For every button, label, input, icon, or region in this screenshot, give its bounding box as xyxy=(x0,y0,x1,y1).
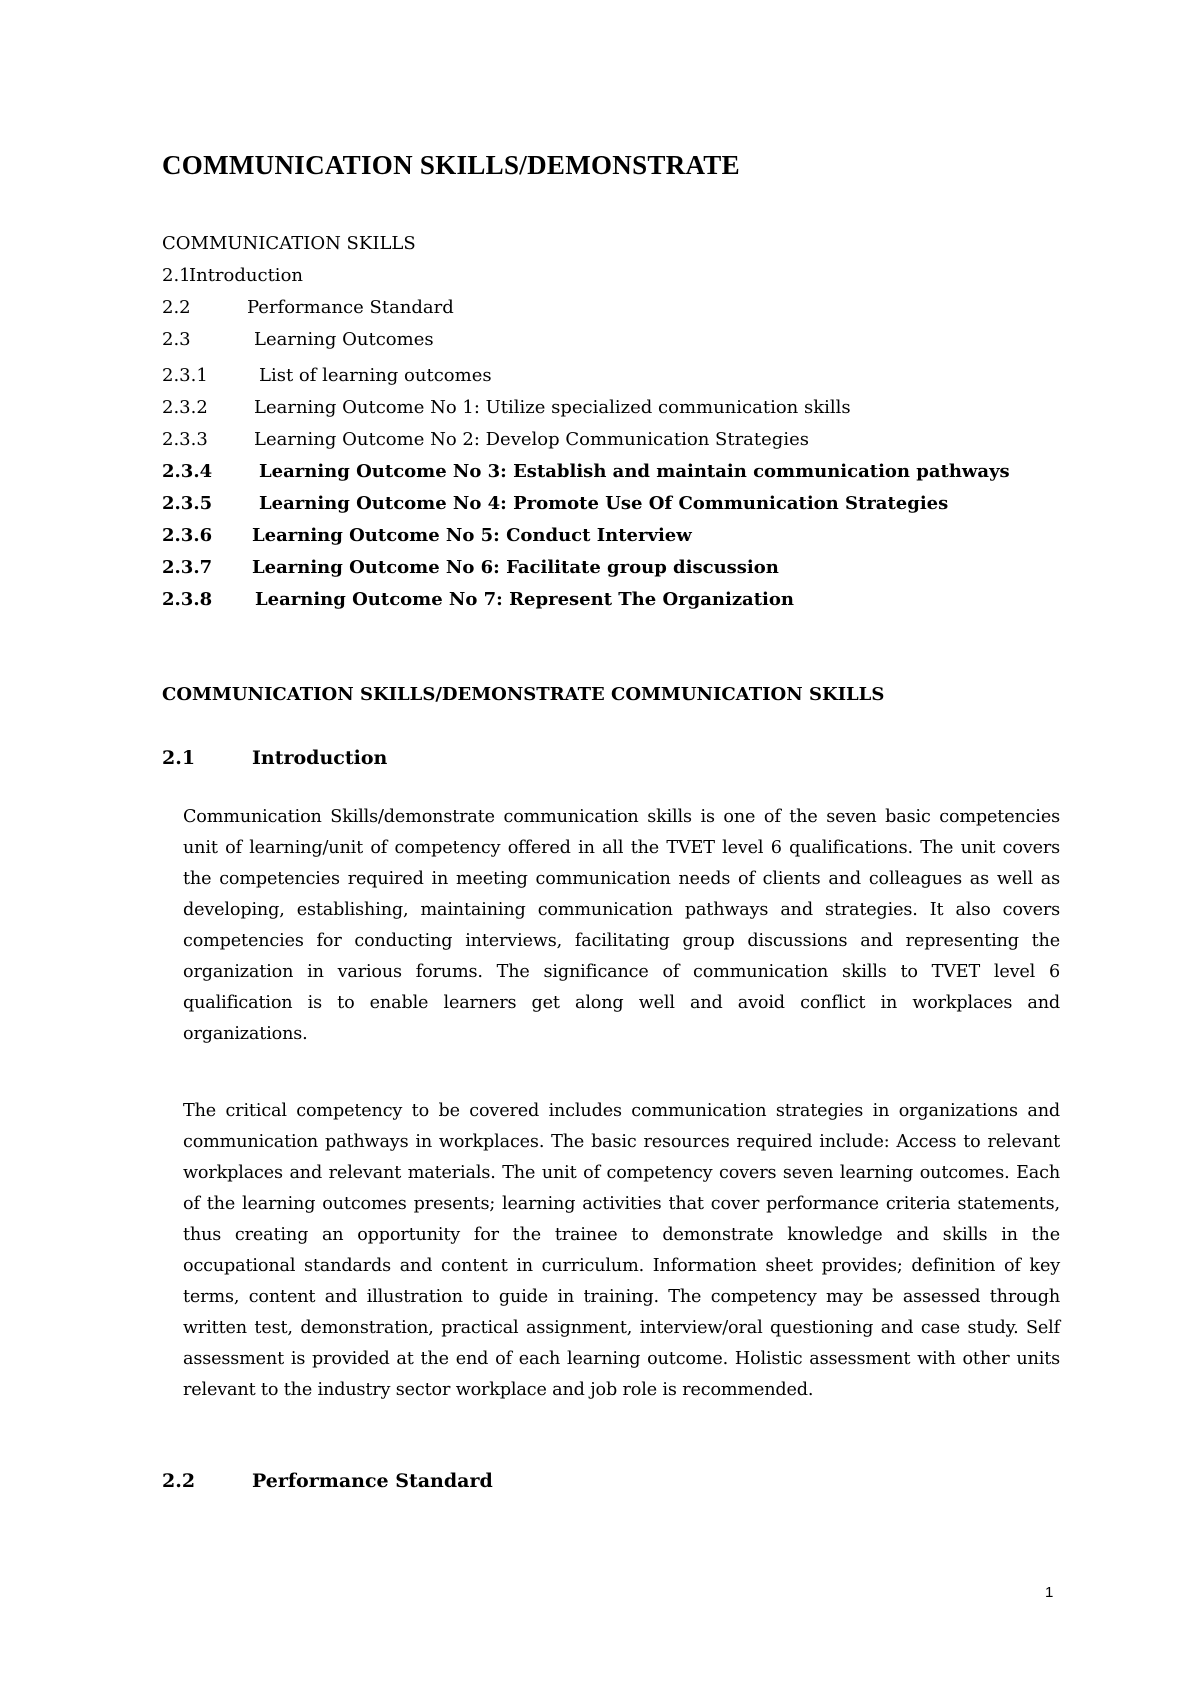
toc-item xyxy=(162,460,1062,492)
toc-item-number: 2.3.4 xyxy=(162,461,213,482)
toc-item-text: Learning Outcomes xyxy=(254,329,434,350)
toc-item-text: Learning Outcome No 5: Conduct Interview xyxy=(252,525,692,546)
toc-item-text: Learning Outcome No 7: Represent The Organization xyxy=(255,589,794,610)
toc-item xyxy=(162,428,1062,460)
toc-item-number: 2.3 xyxy=(162,329,191,350)
toc-item-text: Introduction xyxy=(189,265,303,286)
toc-item-number: 2.1 xyxy=(162,265,191,286)
toc-item-text: Performance Standard xyxy=(247,297,454,318)
toc-item-number: 2.3.3 xyxy=(162,429,208,450)
page-number: 1 xyxy=(1045,1584,1054,1601)
toc-item xyxy=(162,364,1062,396)
intro-heading-number: 2.1 xyxy=(162,747,196,769)
toc-item xyxy=(162,396,1062,428)
section-title: COMMUNICATION SKILLS/DEMONSTRATE COMMUNICATION SKILLS xyxy=(162,684,885,705)
toc-item xyxy=(162,264,1062,296)
document-title: COMMUNICATION SKILLS/DEMONSTRATE xyxy=(162,150,740,180)
toc-item xyxy=(162,328,1062,364)
toc-item-number: 2.3.2 xyxy=(162,397,208,418)
toc-item xyxy=(162,296,1062,328)
toc-item xyxy=(162,492,1062,524)
intro-heading-text: Introduction xyxy=(252,747,388,769)
toc-item-number: 2.3.1 xyxy=(162,365,208,386)
performance-heading-number: 2.2 xyxy=(162,1470,196,1492)
toc-item xyxy=(162,556,1062,588)
toc-item-number: 2.3.8 xyxy=(162,589,213,610)
toc-item-text: Learning Outcome No 3: Establish and maintain communication pathways xyxy=(259,461,1010,482)
intro-paragraph-1: Communication Skills/demonstrate communication skills is one of the seven basic competencies unit of learning/unit of competency offered in all the TVET level 6 qualifications. The unit covers the competencies required in meeting communication needs of clients and colleagues as well as developing, establishing, maintaining communication pathways and strategies. It also covers competencies for conducting interviews, facilitating group discussions and representing the organization in various forums. The significance of communication skills to TVET level 6 qualification is to enable learners get along well and avoid conflict in workplaces and organizations. xyxy=(183,807,1060,1044)
intro-paragraph-2: The critical competency to be covered includes communication strategies in organizations and communication pathways in workplaces. The basic resources required include: Access to relevant workplaces and relevant materials. The unit of competency covers seven learning outcomes. Each of the learning outcomes presents; learning activities that cover performance criteria statements, thus creating an opportunity for the trainee to demonstrate knowledge and skills in the occupational standards and content in curriculum. Information sheet provides; definition of key terms, content and illustration to guide in training. The competency may be assessed through written test, demonstration, practical assignment, interview/oral questioning and case study. Self assessment is provided at the end of each learning outcome. Holistic assessment with other units relevant to the industry sector workplace and job role is recommended. xyxy=(183,1101,1060,1400)
toc-item-text: Learning Outcome No 4: Promote Use Of Communication Strategies xyxy=(259,493,949,514)
toc-item-text: List of learning outcomes xyxy=(259,365,492,386)
toc-item-text: Learning Outcome No 2: Develop Communication Strategies xyxy=(254,429,809,450)
performance-heading-text: Performance Standard xyxy=(252,1470,493,1492)
table-of-contents xyxy=(162,232,1062,620)
toc-heading: COMMUNICATION SKILLS xyxy=(162,233,416,254)
toc-item xyxy=(162,588,1062,620)
toc-item-number: 2.3.6 xyxy=(162,525,213,546)
toc-item-text: Learning Outcome No 6: Facilitate group discussion xyxy=(252,557,779,578)
toc-item xyxy=(162,524,1062,556)
toc-item-number: 2.3.5 xyxy=(162,493,213,514)
toc-item-number: 2.3.7 xyxy=(162,557,213,578)
toc-item-number: 2.2 xyxy=(162,297,191,318)
toc-item-text: Learning Outcome No 1: Utilize specialized communication skills xyxy=(254,397,851,418)
